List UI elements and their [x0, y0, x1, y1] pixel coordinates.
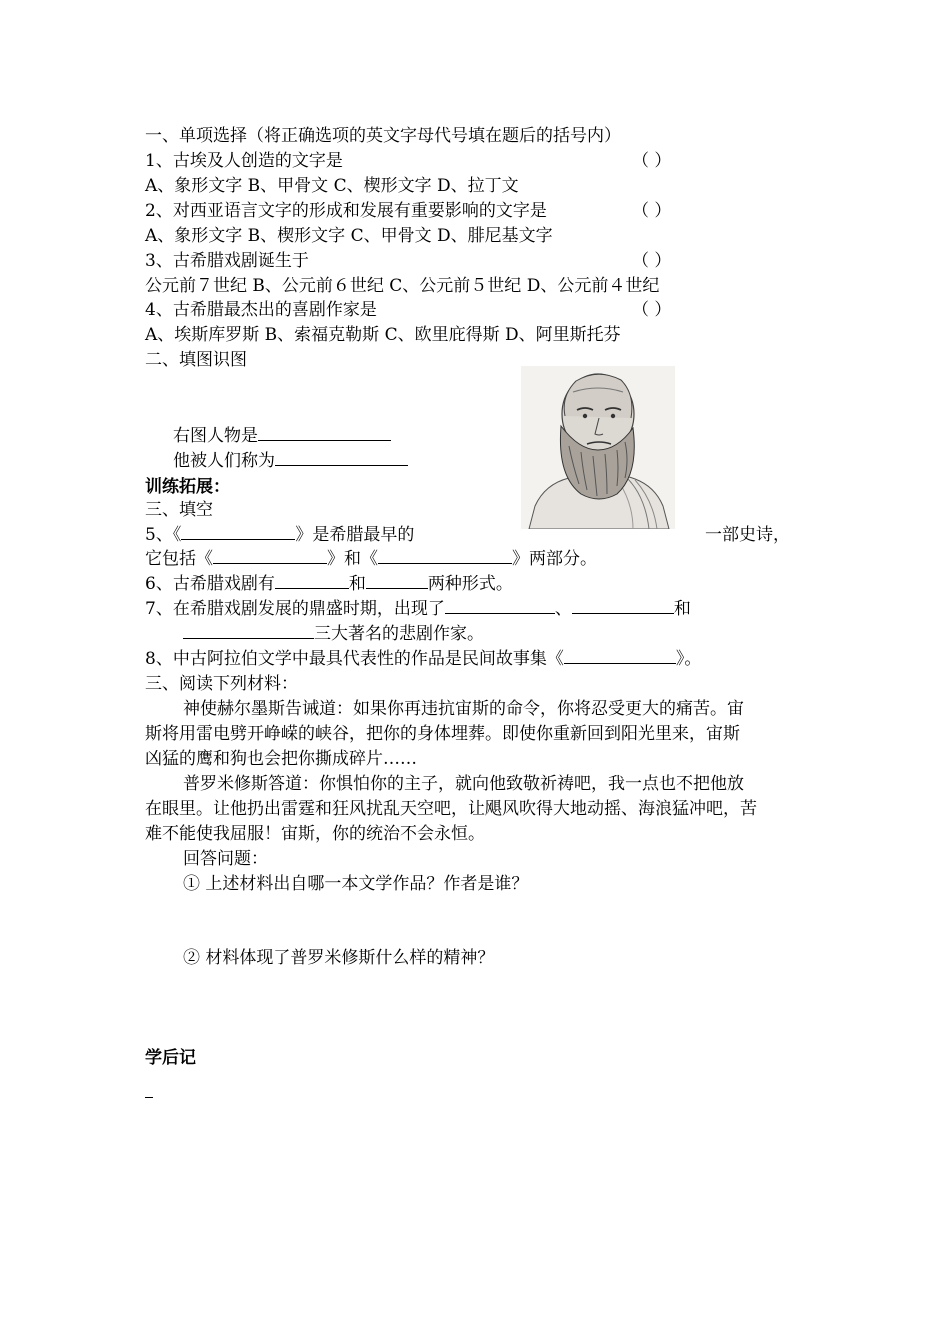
- figure-identify-blank-2[interactable]: [275, 449, 408, 466]
- q5-line-2: [145, 547, 597, 571]
- q5-text-f: 》两部分。: [512, 549, 597, 569]
- q7-line-1: [145, 597, 691, 621]
- q6-blank-2[interactable]: [366, 572, 428, 589]
- q2-options: A、象形文字 B、楔形文字 C、甲骨文 D、腓尼基文字: [145, 226, 553, 246]
- section1-heading: 一、单项选择（将正确选项的英文字母代号填在题后的括号内）: [145, 126, 621, 146]
- q7-line-2: [183, 622, 484, 646]
- q2-answer-paren: （ ）: [632, 201, 672, 221]
- q5-text-c: 一部史诗，: [705, 525, 790, 545]
- q6-text-a: 6、古希腊戏剧有: [145, 574, 275, 594]
- q5-blank-part1[interactable]: [213, 547, 327, 564]
- q5-text-a: 5、《: [145, 525, 182, 545]
- q6-text-b: 和: [348, 574, 366, 594]
- q5-blank-part2[interactable]: [378, 547, 512, 564]
- q4-options: A、埃斯库罗斯 B、索福克勒斯 C、欧里庇得斯 D、阿里斯托芬: [145, 325, 621, 345]
- reading-question-2: ② 材料体现了普罗米修斯什么样的精神？: [183, 948, 495, 968]
- material-p2-line-1: 普罗米修斯答道：你惧怕你的主子，就向他致敬祈祷吧，我一点也不把他放: [183, 774, 744, 794]
- q5-text-d: 它包括《: [145, 549, 213, 569]
- notes-underline: [145, 1097, 153, 1098]
- figure-identify-line-2: [173, 449, 408, 473]
- q5-line-1: [145, 523, 414, 547]
- q3-answer-paren: （ ）: [632, 251, 672, 271]
- section3-heading: 三、填空: [145, 500, 213, 520]
- q3-options: 公元前７世纪 B、公元前６世纪 C、公元前５世纪 D、公元前４世纪: [145, 276, 660, 296]
- material-p2-line-3: 难不能使我屈服！宙斯，你的统治不会永恒。: [145, 824, 485, 844]
- q5-text-b: 》是希腊最早的: [295, 525, 415, 545]
- q8-text-b: 》。: [675, 649, 702, 669]
- q1-options: A、象形文字 B、甲骨文 C、楔形文字 D、拉丁文: [145, 176, 519, 196]
- q7-text-d: 三大著名的悲剧作家。: [314, 624, 484, 644]
- q6-line: [145, 572, 513, 596]
- section4-heading: 三、阅读下列材料：: [145, 674, 298, 694]
- q7-blank-2[interactable]: [572, 597, 674, 614]
- q7-blank-3[interactable]: [183, 622, 314, 639]
- q7-text-c: 和: [673, 599, 691, 619]
- material-p1-line-1: 神使赫尔墨斯告诫道：如果你再违抗宙斯的命令，你将忍受更大的痛苦。宙: [183, 699, 744, 719]
- q1-answer-paren: （ ）: [632, 151, 672, 171]
- q6-blank-1[interactable]: [275, 572, 349, 589]
- q7-text-a: 7、在希腊戏剧发展的鼎盛时期，出现了: [145, 599, 445, 619]
- figure-identify-line-1: [173, 424, 391, 448]
- q7-blank-1[interactable]: [445, 597, 555, 614]
- q1-stem: 1、古埃及人创造的文字是: [145, 151, 343, 171]
- figure-identify-label-2: 他被人们称为: [173, 451, 275, 471]
- philosopher-bust-image: [521, 366, 675, 529]
- q3-stem: 3、古希腊戏剧诞生于: [145, 251, 309, 271]
- q4-answer-paren: （ ）: [632, 300, 672, 320]
- q4-stem: 4、古希腊最杰出的喜剧作家是: [145, 300, 377, 320]
- material-p2-line-2: 在眼里。让他扔出雷霆和狂风扰乱天空吧，让飓风吹得大地动摇、海浪猛冲吧，苦: [145, 799, 757, 819]
- q2-stem: 2、对西亚语言文字的形成和发展有重要影响的文字是: [145, 201, 547, 221]
- q8-line: [145, 647, 701, 671]
- q5-text-e: 》和《: [327, 549, 378, 569]
- q8-blank[interactable]: [564, 647, 676, 664]
- figure-identify-blank-1[interactable]: [258, 424, 391, 441]
- section2-heading: 二、填图识图: [145, 350, 247, 370]
- material-p1-line-3: 凶猛的鹰和狗也会把你撕成碎片……: [145, 749, 417, 769]
- notes-heading: 学后记: [145, 1048, 196, 1068]
- training-heading: 训练拓展：: [145, 477, 230, 497]
- q7-text-b: 、: [554, 599, 572, 619]
- q5-blank-epic[interactable]: [181, 523, 295, 540]
- figure-identify-label-1: 右图人物是: [173, 426, 258, 446]
- q8-text-a: 8、中古阿拉伯文学中最具代表性的作品是民间故事集《: [145, 649, 564, 669]
- material-p1-line-2: 斯将用雷电劈开峥嵘的峡谷，把你的身体埋葬。即使你重新回到阳光里来，宙斯: [145, 724, 740, 744]
- answer-prompt: 回答问题：: [183, 849, 268, 869]
- reading-question-1: ① 上述材料出自哪一本文学作品？作者是谁？: [183, 874, 529, 894]
- q6-text-c: 两种形式。: [427, 574, 513, 594]
